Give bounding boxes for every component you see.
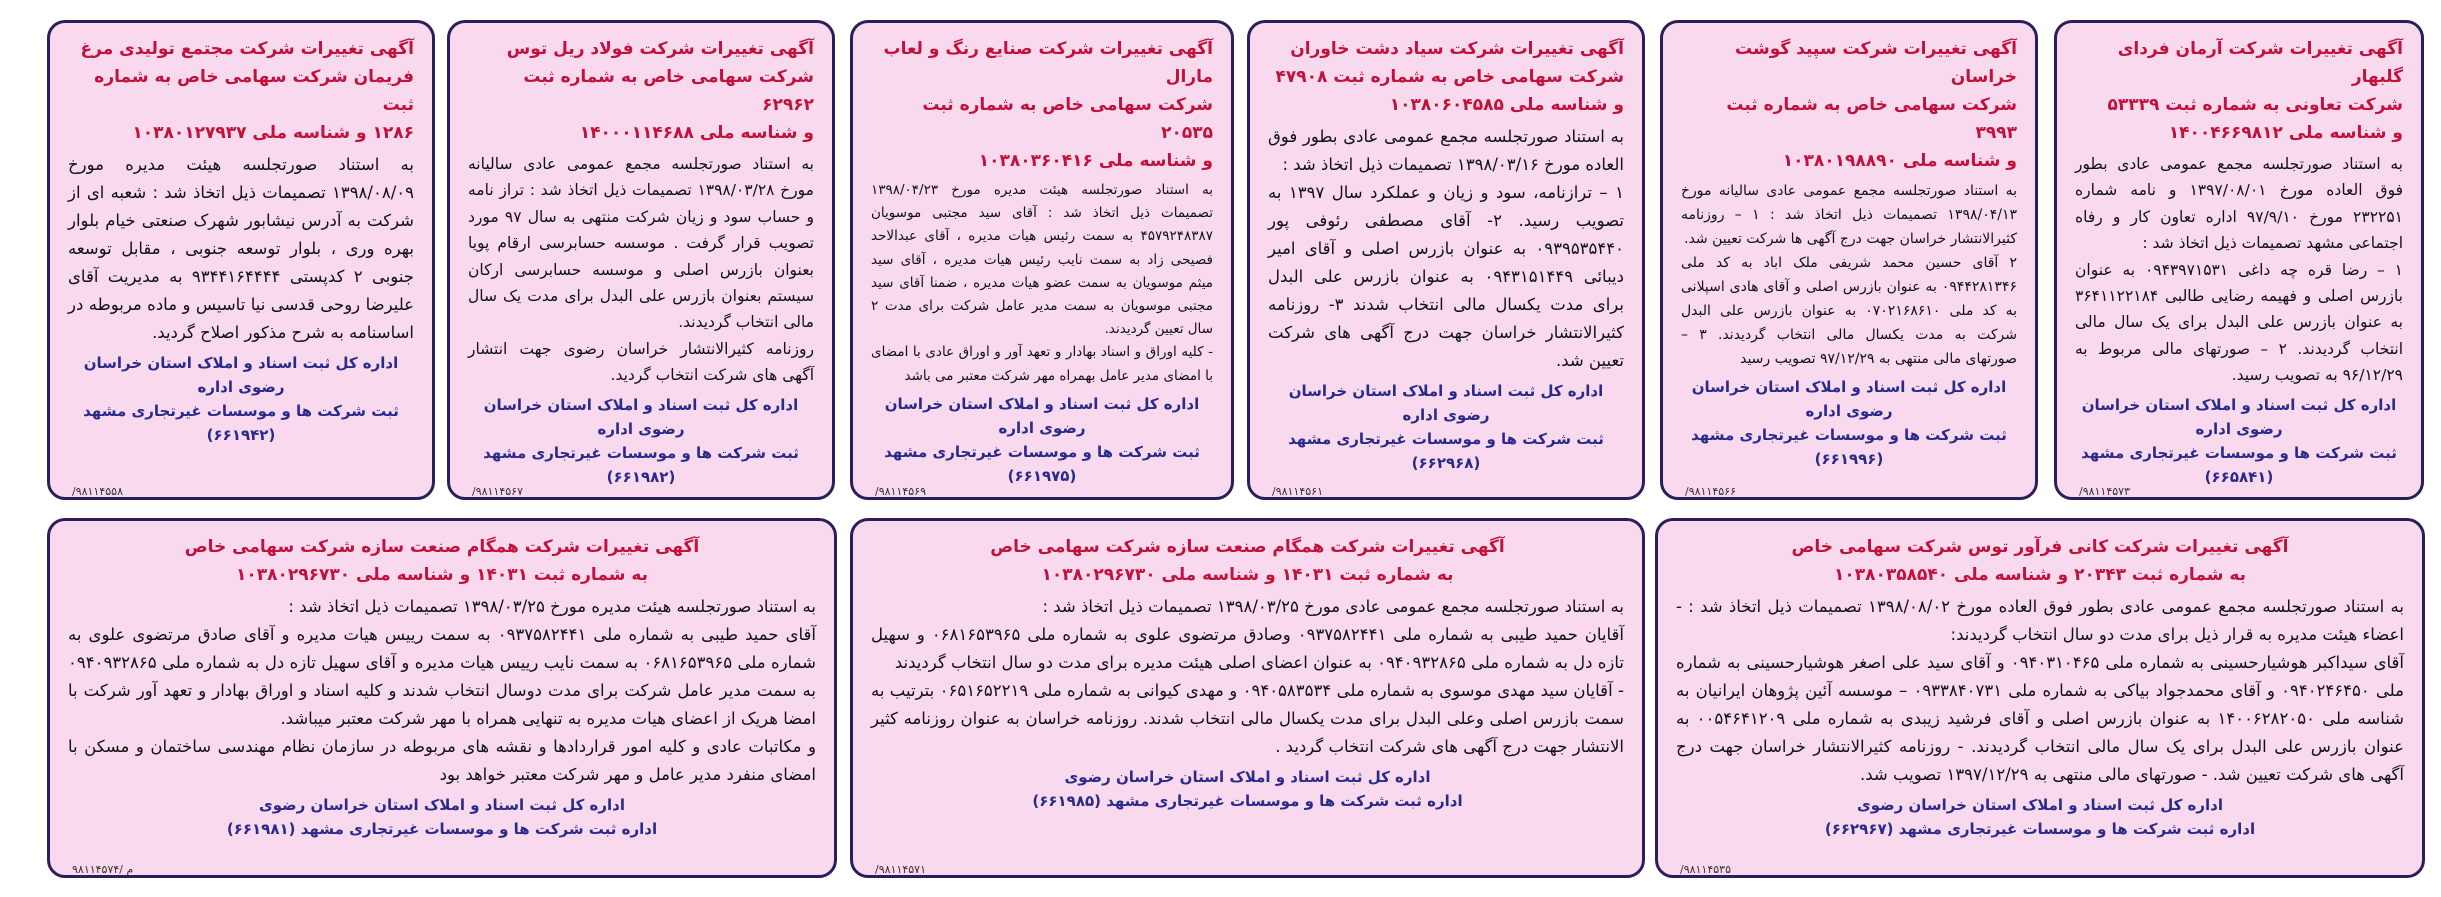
ad-body: به استناد صورتجلسه هیئت مدیره مورخ ۱۳۹۸/۰۳/۲۵ تصمیمات ذیل اتخاذ شد : آقای حمید طیبی به شماره ملی ۰۹۳۷۵۸۲۴۴۱ به سمت رییس هیات مدیره و آقای صادق مرتضوی علوی به شماره ملی ۰۶۸۱۶۵۳۹۶۵ به سمت نایب رییس هیات مدیره و آقای سهیل تازه دل به شماره ملی ۰۹۴۰۹۳۲۸۶۵ به سمت مدیر عامل شرکت برای مدت دوسال انتخاب شدند و کلیه اسناد و اوراق بهادار و تعهد آور شرکت با امضا هریک از اعضای هیات مدیره به تنهایی همراه با مهر شرکت معتبر میباشد. و مکاتبات عادی و کلیه امور قراردادها و نقشه های مربوطه در سازمان نظام مهندسی ساختمان و مسکن با امضای منفرد مدیر عامل و مهر شرکت معتبر خواهد بود	[68, 597, 817, 784]
ad-code: /۹۸۱۱۴۵۶۷	[472, 485, 523, 498]
ad-body: به استناد صورتجلسه مجمع عمومی عادی سالیانه مورخ ۱۳۹۸/۰۳/۲۸ تصمیمات ذیل اتخاذ شد : تراز نامه و حساب سود و زیان شرکت منتهی به سال ۹۷ مورد تصویب قرار گرفت . موسسه حسابرسی ارقام پویا بعنوان بازرس اصلی و موسسه حسابرسی ارکان سیستم بعنوان بازرس علی البدل برای مدت یک سال مالی انتخاب گردیدند. روزنامه کثیرالانتشار خراسان رضوی جهت انتشار آگهی های شرکت انتخاب گردید.	[468, 155, 815, 385]
ad-code: /۹۸۱۱۴۵۶۱	[1272, 485, 1323, 498]
ad-title: آگهی تغییرات شرکت صنایع رنگ و لعاب مارال شرکت سهامی خاص به شماره ثبت ۲۰۵۳۵ و شناسه ملی ۱۰۳۸۰۳۶۰۴۱۶	[883, 39, 1213, 171]
ad-title: آگهی تغییرات شرکت فولاد ریل توس شرکت سهامی خاص به شماره ثبت ۶۲۹۶۲ و شناسه ملی ۱۴۰۰۰۱۱۴۶۸۸	[506, 39, 814, 143]
ad-foolad-rail-toos	[447, 20, 835, 500]
ad-code: /۹۸۱۱۴۵۶۶	[1685, 485, 1736, 498]
ad-body: به استناد صورتجلسه هیئت مدیره مورخ ۱۳۹۸/۰۸/۰۹ تصمیمات ذیل اتخاذ شد : شعبه ای از شرکت به آدرس نیشابور شهرک صنعتی خیام بلوار بهره وری ، بلوار توسعه جنوبی ، مقابل توسعه جنوبی ۲ کدپستی ۹۳۴۴۱۶۴۴۴۴ به مدیریت آقای علیرضا روحی قدسی نیا تاسیس و ماده مربوطه در اساسنامه به شرح مذکور اصلاح گردید.	[68, 155, 414, 342]
ad-hamgam-sanat-saze-board	[47, 518, 837, 878]
ad-footer: اداره کل ثبت اسناد و املاک استان خراسان رضوی اداره ثبت شرکت ها و موسسات غیرتجاری مشهد (۶۶۵۸۴۱)	[2081, 395, 2397, 486]
ad-code: /۹۸۱۱۴۵۶۹	[875, 485, 926, 498]
ad-body: به استناد صورتجلسه مجمع عمومی عادی بطور فوق العاده مورخ ۱۳۹۸/۰۸/۰۲ تصمیمات ذیل اتخاذ شد : - اعضاء هیئت مدیره به قرار ذیل برای مدت دو سال انتخاب گردیدند: آقای سیداکبر هوشیارحسینی به شماره ملی ۰۹۴۰۳۱۰۴۶۵ و آقای سید علی اصغر هوشیارحسینی به شماره ملی ۰۹۴۰۲۴۶۴۵۰ و آقای محمدجواد بیاکی به شماره ملی ۰۹۳۳۸۴۰۷۳۱ – موسسه آئین پژوهان ایرانیان به شناسه ملی ۱۴۰۰۶۲۸۲۰۵۰ به عنوان بازرس اصلی و آقای فرشید زیبدی به شماره ملی ۰۰۵۴۶۴۱۲۰۹ به عنوان بازرس علی البدل برای یک سال مالی انتخاب گردیدند. - روزنامه کثیرالانتشار خراسان جهت درج آگهی های شرکت تعیین شد. - صورتهای مالی منتهی به ۱۳۹۷/۱۲/۲۹ تصویب شد.	[1676, 597, 2404, 784]
ad-title: آگهی تغییرات شرکت همگام صنعت سازه شرکت سهامی خاص به شماره ثبت ۱۴۰۳۱ و شناسه ملی ۱۰۳۸۰۲۹۶۷۳۰	[184, 537, 700, 585]
ad-sepid-gousht-khorasan	[1660, 20, 2038, 500]
ad-code: م /۹۸۱۱۴۵۷۴	[72, 863, 134, 876]
ad-footer: اداره کل ثبت اسناد و املاک استان خراسان رضوی اداره ثبت شرکت ها و موسسات غیرتجاری مشهد (۶۶۲۹۶۷)	[1824, 796, 2256, 838]
ad-code: /۹۸۱۱۴۵۵۸	[72, 485, 123, 498]
ad-code: /۹۸۱۱۴۵۳۵	[1680, 863, 1731, 876]
ad-title: آگهی تغییرات شرکت سیاد دشت خاوران شرکت سهامی خاص به شماره ثبت ۴۷۹۰۸ و شناسه ملی ۱۰۳۸۰۶۰۴۵۸۵	[1275, 39, 1624, 115]
ad-title: آگهی تغییرات شرکت سپید گوشت خراسان شرکت سهامی خاص به شماره ثبت ۳۹۹۳ و شناسه ملی ۱۰۳۸۰۱۹۸۸۹۰	[1726, 39, 2017, 171]
ad-body: به استناد صورتجلسه مجمع عمومی عادی مورخ ۱۳۹۸/۰۳/۲۵ تصمیمات ذیل اتخاذ شد : آقایان حمید طیبی به شماره ملی ۰۹۳۷۵۸۲۴۴۱ وصادق مرتضوی علوی به شماره ملی ۰۶۸۱۶۵۳۹۶۵ و سهیل تازه دل به شماره ملی ۰۹۴۰۹۳۲۸۶۵ به عنوان اعضای اصلی هیئت مدیره برای مدت دو سال انتخاب گردیدند - آقایان سید مهدی موسوی به شماره ملی ۰۹۴۰۵۸۳۵۳۴ و مهدی کیوانی به شماره ملی ۰۶۵۱۶۵۲۲۱۹ بترتیب به سمت بازرس اصلی وعلی البدل برای مدت یکسال مالی انتخاب شدند. روزنامه خراسان به عنوان روزنامه کثیر الانتشار جهت درج آگهی های شرکت انتخاب گردید .	[871, 597, 1624, 756]
ad-footer: اداره کل ثبت اسناد و املاک استان خراسان رضوی اداره ثبت شرکت ها و موسسات غیرتجاری مشهد (۶۶۱۹۸۱)	[226, 796, 658, 838]
ad-title: آگهی تغییرات شرکت همگام صنعت سازه شرکت سهامی خاص به شماره ثبت ۱۴۰۳۱ و شناسه ملی ۱۰۳۸۰۲۹۶۷۳۰	[990, 537, 1505, 585]
ad-body: به استناد صورتجلسه مجمع عمومی عادی بطور فوق العاده مورخ ۱۳۹۷/۰۸/۰۱ و نامه شماره ۲۳۲۲۵۱ مورخ ۹۷/۹/۱۰ اداره تعاون کار و رفاه اجتماعی مشهد تصمیمات ذیل اتخاذ شد : ۱ – رضا قره چه داغی ۰۹۴۳۹۷۱۵۳۱ به عنوان بازرس اصلی و فهیمه رضایی طالبی ۳۶۴۱۱۲۲۱۸۴ به عنوان بازرس علی البدل برای یک سال مالی انتخاب گردیدند. ۲ – صورتهای مالی مربوط به ۹۶/۱۲/۲۹ به تصویب رسید.	[2075, 155, 2404, 385]
ad-footer: اداره کل ثبت اسناد و املاک استان خراسان رضوی اداره ثبت شرکت ها و موسسات غیرتجاری مشهد (۶۶۱۹۹۶)	[1691, 378, 2007, 468]
ad-footer: اداره کل ثبت اسناد و املاک استان خراسان رضوی اداره ثبت شرکت ها و موسسات غیرتجاری مشهد (۶۶۲۹۶۸)	[1288, 382, 1604, 472]
ad-sanaye-rang-maral	[850, 20, 1234, 500]
ad-body: به استناد صورتجلسه مجمع عمومی عادی سالیانه مورخ ۱۳۹۸/۰۴/۱۳ تصمیمات ذیل اتخاذ شد : ۱ – روزنامه کثیرالانتشار خراسان جهت درج آگهی ها شرکت تعیین شد. ۲ آقای حسین محمد شریفی ملک اباد به کد ملی ۰۹۴۴۲۸۱۳۴۶ به عنوان بازرس اصلی و آقای هادی اسپلانی به کد ملی ۰۷۰۲۱۶۸۶۱۰ به عنوان بازرس علی البدل شرکت به مدت یکسال مالی انتخاب گردیدند. ۳ – صورتهای مالی منتهی به ۹۷/۱۲/۲۹ تصویب رسید	[1681, 183, 2017, 367]
ad-hamgam-sanat-saze-assembly	[850, 518, 1645, 878]
ad-morgh-fariman	[47, 20, 435, 500]
ad-arman-fardaye-golbahar	[2054, 20, 2424, 500]
ad-footer: اداره کل ثبت اسناد و املاک استان خراسان رضوی اداره ثبت شرکت ها و موسسات غیرتجاری مشهد (۶۶۱۹۴۲)	[83, 354, 399, 444]
ad-title: آگهی تغییرات شرکت آرمان فردای گلبهار شرکت تعاونی به شماره ثبت ۵۳۳۳۹ و شناسه ملی ۱۴۰۰۴۶۶۹۸۱۲	[2107, 39, 2403, 143]
ad-footer: اداره کل ثبت اسناد و املاک استان خراسان رضوی اداره ثبت شرکت ها و موسسات غیرتجاری مشهد (۶۶۱۹۷۵)	[884, 394, 1200, 485]
ad-code: /۹۸۱۱۴۵۷۳	[2079, 485, 2130, 498]
ad-siad-dasht-khavaran	[1247, 20, 1645, 500]
ad-title: آگهی تغییرات شرکت مجتمع تولیدی مرغ فریمان شرکت سهامی خاص به شماره ثبت ۱۲۸۶ و شناسه ملی ۱۰۳۸۰۱۲۷۹۳۷	[80, 39, 414, 143]
ad-title: آگهی تغییرات شرکت کانی فرآور توس شرکت سهامی خاص به شماره ثبت ۲۰۳۴۳ و شناسه ملی ۱۰۳۸۰۳۵۸۵۴۰	[1791, 537, 2289, 585]
ad-body: به استناد صورتجلسه هیئت مدیره مورخ ۱۳۹۸/۰۴/۲۳ تصمیمات ذیل اتخاذ شد : آقای سید مجتبی موسویان ۴۵۷۹۲۴۸۳۸۷ به سمت رئیس هیات مدیره ، آقای عبدالاحد فصیحی زاد به سمت نایب رئیس هیات مدیره ، آقای سید میثم موسویان به سمت عضو هیات مدیره ، ضمنا آقای سید مجتبی موسویان به سمت مدیر عامل شرکت برای مدت ۲ سال تعیین گردیدند. - کلیه اوراق و اسناد بهادار و تعهد آور و اوراق عادی با امضای با امضای مدیر عامل بهمراه مهر شرکت معتبر می باشد	[871, 182, 1213, 384]
ad-kani-faravar-toos	[1655, 518, 2425, 878]
ad-code: /۹۸۱۱۴۵۷۱	[875, 863, 926, 876]
ad-footer: اداره کل ثبت اسناد و املاک استان خراسان رضوی اداره ثبت شرکت ها و موسسات غیرتجاری مشهد (۶۶۱۹۸۵)	[1032, 768, 1463, 810]
ad-footer: اداره کل ثبت اسناد و املاک استان خراسان رضوی اداره ثبت شرکت ها و موسسات غیرتجاری مشهد (۶۶۱۹۸۲)	[483, 395, 799, 486]
ad-body: به استناد صورتجلسه مجمع عمومی عادی بطور فوق العاده مورخ ۱۳۹۸/۰۳/۱۶ تصمیمات ذیل اتخاذ شد : ۱ – ترازنامه، سود و زیان و عملکرد سال ۱۳۹۷ به تصویب رسید. ۲- آقای مصطفی رئوفی پور ۰۹۳۹۵۳۵۴۴۰ به عنوان بازرس اصلی و آقای امیر دیبائی ۰۹۴۳۱۵۱۴۴۹ به عنوان بازرس علی البدل برای مدت یکسال مالی انتخاب شدند ۳- روزنامه کثیرالانتشار خراسان جهت درج آگهی های شرکت تعیین شد.	[1268, 127, 1625, 370]
